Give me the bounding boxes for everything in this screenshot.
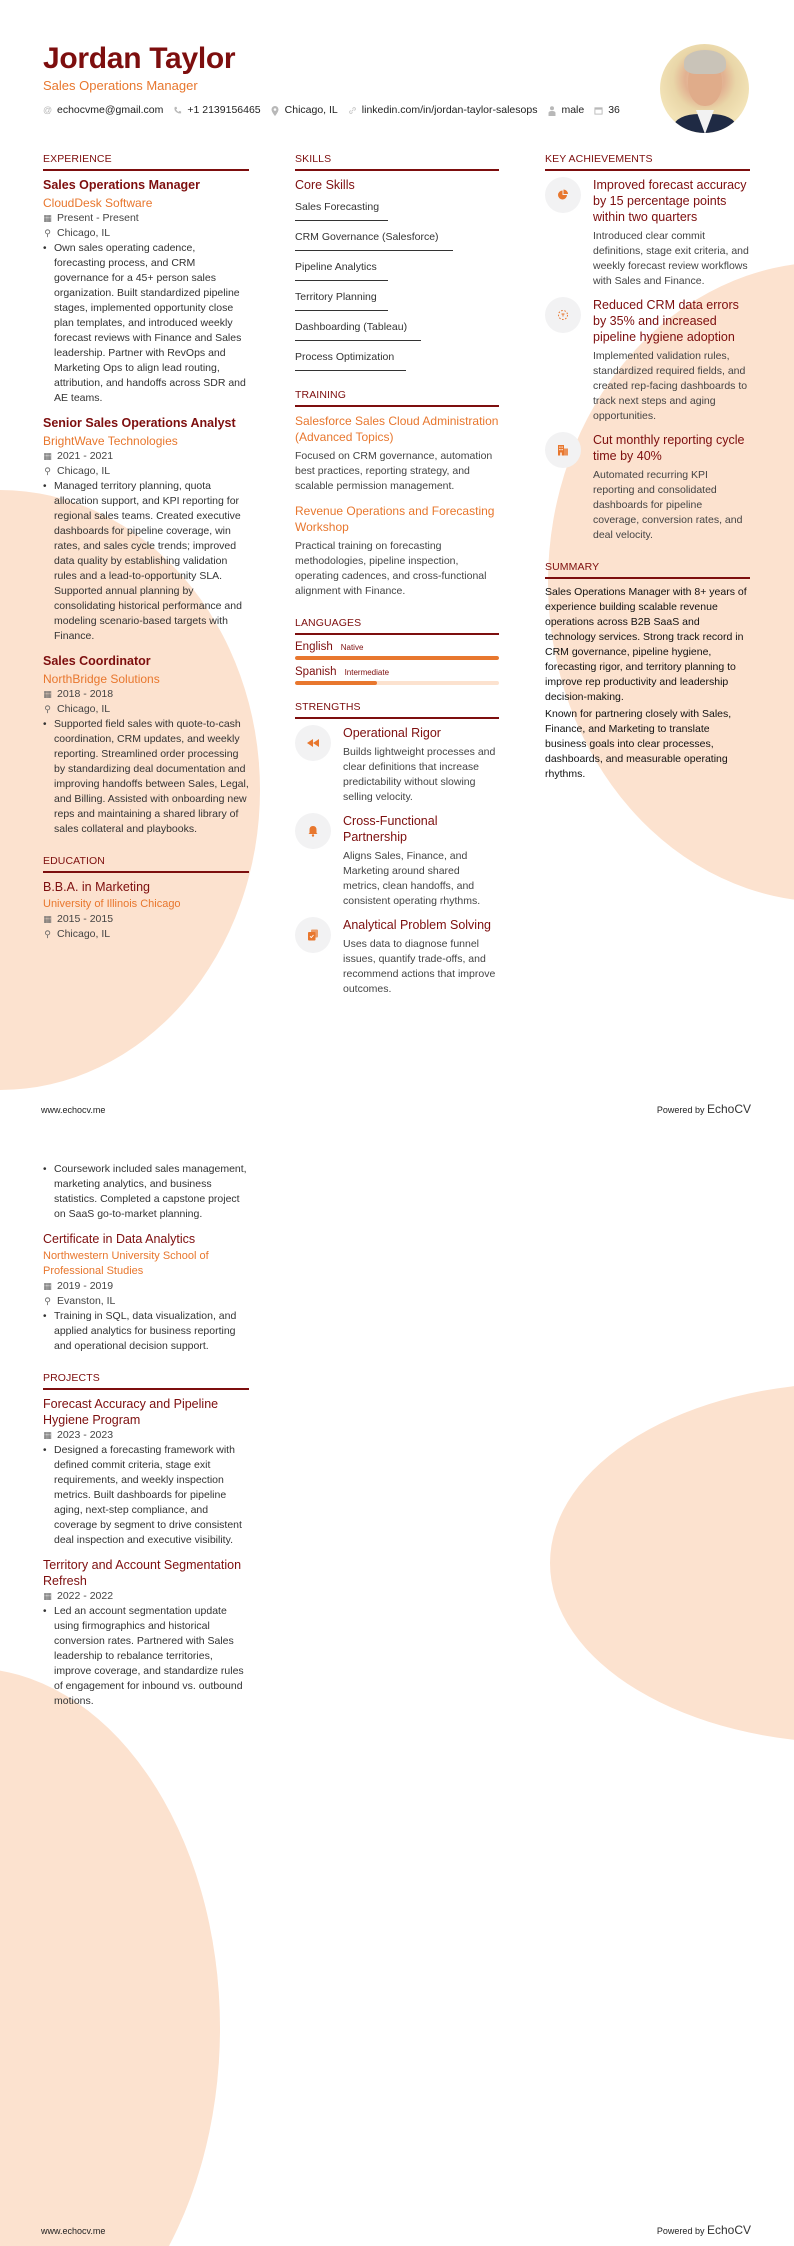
resume-header xyxy=(43,42,643,116)
rewind-icon xyxy=(295,725,331,761)
summary-paragraph: Known for partnering closely with Sales, Finance, and Marketing to translate business goals into clear processes, dashboards, and measurable operating rhythms. xyxy=(545,708,732,780)
school-name: Northwestern University School of Professional Studies xyxy=(43,1250,209,1277)
candidate-name: Jordan Taylor xyxy=(43,42,236,75)
section-title-summary: SUMMARY xyxy=(545,561,750,579)
job-description: • Supported field sales with quote-to-cash coordination, CRM updates, and weekly reporting. Streamlined order processing by standardizing deal documentation and improving handoffs between Sales, Legal, and Billing. Assisted with onboarding new reps and maintaining a shared library of sales collateral and playbooks. xyxy=(43,718,249,835)
calendar-icon: ▦ xyxy=(43,1591,52,1601)
project-dates: ▦ 2023 - 2023 xyxy=(43,1429,114,1441)
footer-powered-by: Powered by EchoCV xyxy=(656,1102,751,1116)
achievement-title: Cut monthly reporting cycle time by 40% xyxy=(593,433,745,463)
strength-title: Operational Rigor xyxy=(343,726,441,740)
skill-item: Territory Planning xyxy=(295,290,388,311)
email-text: echocvme@gmail.com xyxy=(57,104,164,116)
language-name: English xyxy=(295,641,333,653)
company-name: BrightWave Technologies xyxy=(43,434,178,448)
experience-item xyxy=(43,177,249,406)
training-description: Practical training on forecasting methodologies, pipeline inspection, operating cadences, and cross-functional alignment with Finance. xyxy=(295,540,487,597)
achievement-description: Implemented validation rules, standardized required fields, and created rep-facing dashboards to track next steps and aging opportunities. xyxy=(593,350,748,422)
education-item xyxy=(43,879,249,942)
achievement-item xyxy=(545,177,750,289)
project-description: • Designed a forecasting framework with defined commit criteria, stage exit requirements, and weekly inspection metrics. Built dashboards for pipeline aging, next-step compliance, and coverage by segment to drive consistent deal inspection and executive visibility. xyxy=(43,1444,242,1546)
strength-item xyxy=(295,917,499,997)
company-name: CloudDesk Software xyxy=(43,196,153,210)
education-item xyxy=(43,1231,249,1354)
project-dates: ▦ 2022 - 2022 xyxy=(43,1590,114,1602)
language-item xyxy=(295,666,499,685)
location-pin-icon: ⚲ xyxy=(44,1296,51,1306)
calendar-icon: ▦ xyxy=(43,1281,52,1291)
experience-item xyxy=(43,415,249,644)
phone-icon xyxy=(173,106,182,115)
project-title: Territory and Account Segmentation Refresh xyxy=(43,1558,242,1588)
footer-brand: EchoCV xyxy=(706,2223,751,2237)
page-footer xyxy=(41,1102,751,1116)
experience-item xyxy=(43,653,249,837)
project-description: • Led an account segmentation update using firmographics and historical conversion rates. Partnered with Sales leadership to rebalance territories, improve coverage, and standardize rules of engagement for inbound vs. outbound motions. xyxy=(43,1605,244,1707)
section-title-training: TRAINING xyxy=(295,389,499,407)
job-dates: ▦ 2021 - 2021 xyxy=(43,450,114,462)
job-role: Sales Coordinator xyxy=(43,654,151,668)
skill-item: CRM Governance (Salesforce) xyxy=(295,230,453,251)
contact-location xyxy=(271,104,338,116)
achievement-item xyxy=(545,432,750,543)
skill-group-title: Core Skills xyxy=(295,178,355,192)
education-description: • Coursework included sales management, marketing analytics, and business statistics. Completed a capstone project on SaaS go-to-market planning. xyxy=(43,1163,247,1220)
skill-item: Dashboarding (Tableau) xyxy=(295,320,421,341)
education-description: • Training in SQL, data visualization, and applied analytics for business reporting and operational decision support. xyxy=(43,1310,237,1352)
job-description: • Managed territory planning, quota allocation support, and KPI reporting for regional sales teams. Created executive dashboards for pipeline coverage, win rates, and sales cycle trends; improved data quality by establishing validation rules and a lead-to-opportunity SLA. Supported annual planning by consolidating historical performance and modeling scenario-based targets with Finance. xyxy=(43,480,242,642)
training-description: Focused on CRM governance, automation best practices, reporting strategy, and scalable permission management. xyxy=(295,450,493,492)
job-dates: ▦ 2018 - 2018 xyxy=(43,688,114,700)
training-title: Salesforce Sales Cloud Administration (Advanced Topics) xyxy=(295,414,499,444)
candidate-title: Sales Operations Manager xyxy=(43,78,198,93)
language-proficiency-bar xyxy=(295,681,499,685)
job-role: Senior Sales Operations Analyst xyxy=(43,416,236,430)
pie-chart-icon xyxy=(545,177,581,213)
language-name: Spanish xyxy=(295,666,337,678)
project-item xyxy=(43,1396,249,1548)
age-text: 36 xyxy=(608,104,620,116)
contact-gender xyxy=(547,104,584,116)
degree-name: Certificate in Data Analytics xyxy=(43,1232,196,1246)
left-column xyxy=(43,153,249,951)
section-title-projects: PROJECTS xyxy=(43,1372,249,1390)
training-title: Revenue Operations and Forecasting Workshop xyxy=(295,504,495,534)
link-icon xyxy=(348,106,357,115)
strength-item xyxy=(295,813,499,909)
achievement-title: Reduced CRM data errors by 35% and increased pipeline hygiene adoption xyxy=(593,298,739,344)
person-icon xyxy=(547,106,556,115)
school-name: University of Illinois Chicago xyxy=(43,898,181,910)
job-location: ⚲ Chicago, IL xyxy=(44,465,111,477)
contact-phone[interactable] xyxy=(173,104,260,116)
contact-linkedin[interactable] xyxy=(348,104,538,116)
decorative-blob-right xyxy=(550,1383,794,1743)
section-title-key-achievements: KEY ACHIEVEMENTS xyxy=(545,153,750,171)
page-footer xyxy=(41,2223,751,2237)
calendar-icon: ▦ xyxy=(43,1430,52,1440)
bell-icon xyxy=(295,813,331,849)
summary-text xyxy=(545,585,750,782)
strength-title: Analytical Problem Solving xyxy=(343,918,491,932)
footer-website-link[interactable]: www.echocv.me xyxy=(41,2226,106,2236)
education-dates: ▦ 2019 - 2019 xyxy=(43,1280,114,1292)
decorative-blob-left xyxy=(0,1668,220,2246)
contact-list xyxy=(43,104,643,116)
at-icon: @ xyxy=(43,104,53,115)
education-dates: ▦ 2015 - 2015 xyxy=(43,913,114,925)
location-pin-icon: ⚲ xyxy=(44,228,51,238)
section-title-education: EDUCATION xyxy=(43,855,249,873)
footer-powered-by: Powered by EchoCV xyxy=(656,2223,751,2237)
clipboard-check-icon xyxy=(295,917,331,953)
strength-description: Builds lightweight processes and clear definitions that increase predictability without slowing selling velocity. xyxy=(343,746,496,803)
strength-description: Aligns Sales, Finance, and Marketing around shared metrics, clean handoffs, and consistent operating rhythms. xyxy=(343,850,481,907)
language-level: Intermediate xyxy=(344,668,390,677)
language-item xyxy=(295,641,499,660)
resume-page-2 xyxy=(0,1123,794,2246)
skill-item: Pipeline Analytics xyxy=(295,260,388,281)
training-item xyxy=(295,503,499,599)
achievement-description: Introduced clear commit definitions, stage exit criteria, and weekly forecast review workflows with Sales and Finance. xyxy=(593,230,749,287)
footer-website-link[interactable]: www.echocv.me xyxy=(41,1105,106,1115)
section-title-strengths: STRENGTHS xyxy=(295,701,499,719)
job-dates: ▦ Present - Present xyxy=(43,212,139,224)
building-icon xyxy=(545,432,581,468)
calendar-icon: ▦ xyxy=(43,213,52,223)
job-role: Sales Operations Manager xyxy=(43,178,201,192)
achievement-description: Automated recurring KPI reporting and consolidated dashboards for pipeline coverage, conversion rates, and deal velocity. xyxy=(593,469,743,541)
strength-item xyxy=(295,725,499,805)
project-title: Forecast Accuracy and Pipeline Hygiene Program xyxy=(43,1397,219,1427)
location-pin-icon: ⚲ xyxy=(44,704,51,714)
target-focus-icon xyxy=(545,297,581,333)
skill-item: Process Optimization xyxy=(295,350,406,371)
footer-brand: EchoCV xyxy=(706,1102,751,1116)
summary-paragraph: Sales Operations Manager with 8+ years of experience building scalable revenue operations across B2B SaaS and technology services. Strong track record in CRM governance, pipeline hygiene, forecasting rigor, and territory planning to improve rep productivity and leadership decision-making. xyxy=(545,586,747,703)
job-description: • Own sales operating cadence, forecasting process, and CRM governance for a 45+ person sales organization. Built standardized pipeline stages, implemented opportunity close plan templates, and introduced weekly forecast reviews with Finance and Sales leadership. Partner with RevOps and Marketing Ops to align lead routing, attribution, and handoffs across SDR and AE teams. xyxy=(43,242,246,404)
skill-item: Sales Forecasting xyxy=(295,200,388,221)
language-proficiency-bar xyxy=(295,656,499,660)
job-location: ⚲ Chicago, IL xyxy=(44,227,111,239)
calendar-icon: ▦ xyxy=(43,914,52,924)
contact-email[interactable] xyxy=(43,104,163,116)
location-text: Chicago, IL xyxy=(284,104,338,116)
calendar-icon xyxy=(594,106,603,115)
location-pin-icon: ⚲ xyxy=(44,466,51,476)
project-item xyxy=(43,1557,249,1709)
degree-name: B.B.A. in Marketing xyxy=(43,880,150,894)
section-title-skills: SKILLS xyxy=(295,153,499,171)
calendar-icon: ▦ xyxy=(43,689,52,699)
training-item xyxy=(295,413,499,494)
strength-description: Uses data to diagnose funnel issues, quantify trade-offs, and recommend actions that improve outcomes. xyxy=(343,938,496,995)
right-column xyxy=(545,153,750,784)
section-title-experience: EXPERIENCE xyxy=(43,153,249,171)
company-name: NorthBridge Solutions xyxy=(43,672,160,686)
job-location: ⚲ Chicago, IL xyxy=(44,703,111,715)
education-item-continued xyxy=(43,1162,249,1222)
section-title-languages: LANGUAGES xyxy=(295,617,499,635)
middle-column xyxy=(295,153,499,1005)
education-location: ⚲ Chicago, IL xyxy=(44,928,111,940)
calendar-icon: ▦ xyxy=(43,451,52,461)
contact-age xyxy=(594,104,620,116)
gender-text: male xyxy=(561,104,585,116)
left-column-continued xyxy=(43,1162,249,1718)
phone-text: +1 2139156465 xyxy=(187,104,261,116)
location-pin-icon: ⚲ xyxy=(44,929,51,939)
language-level: Native xyxy=(340,643,364,652)
strength-title: Cross-Functional Partnership xyxy=(343,814,438,844)
location-pin-icon xyxy=(271,106,280,115)
profile-photo xyxy=(660,44,749,133)
achievement-item xyxy=(545,297,750,424)
linkedin-text: linkedin.com/in/jordan-taylor-salesops xyxy=(361,104,538,116)
education-location: ⚲ Evanston, IL xyxy=(44,1295,116,1307)
achievement-title: Improved forecast accuracy by 15 percentage points within two quarters xyxy=(593,178,747,224)
